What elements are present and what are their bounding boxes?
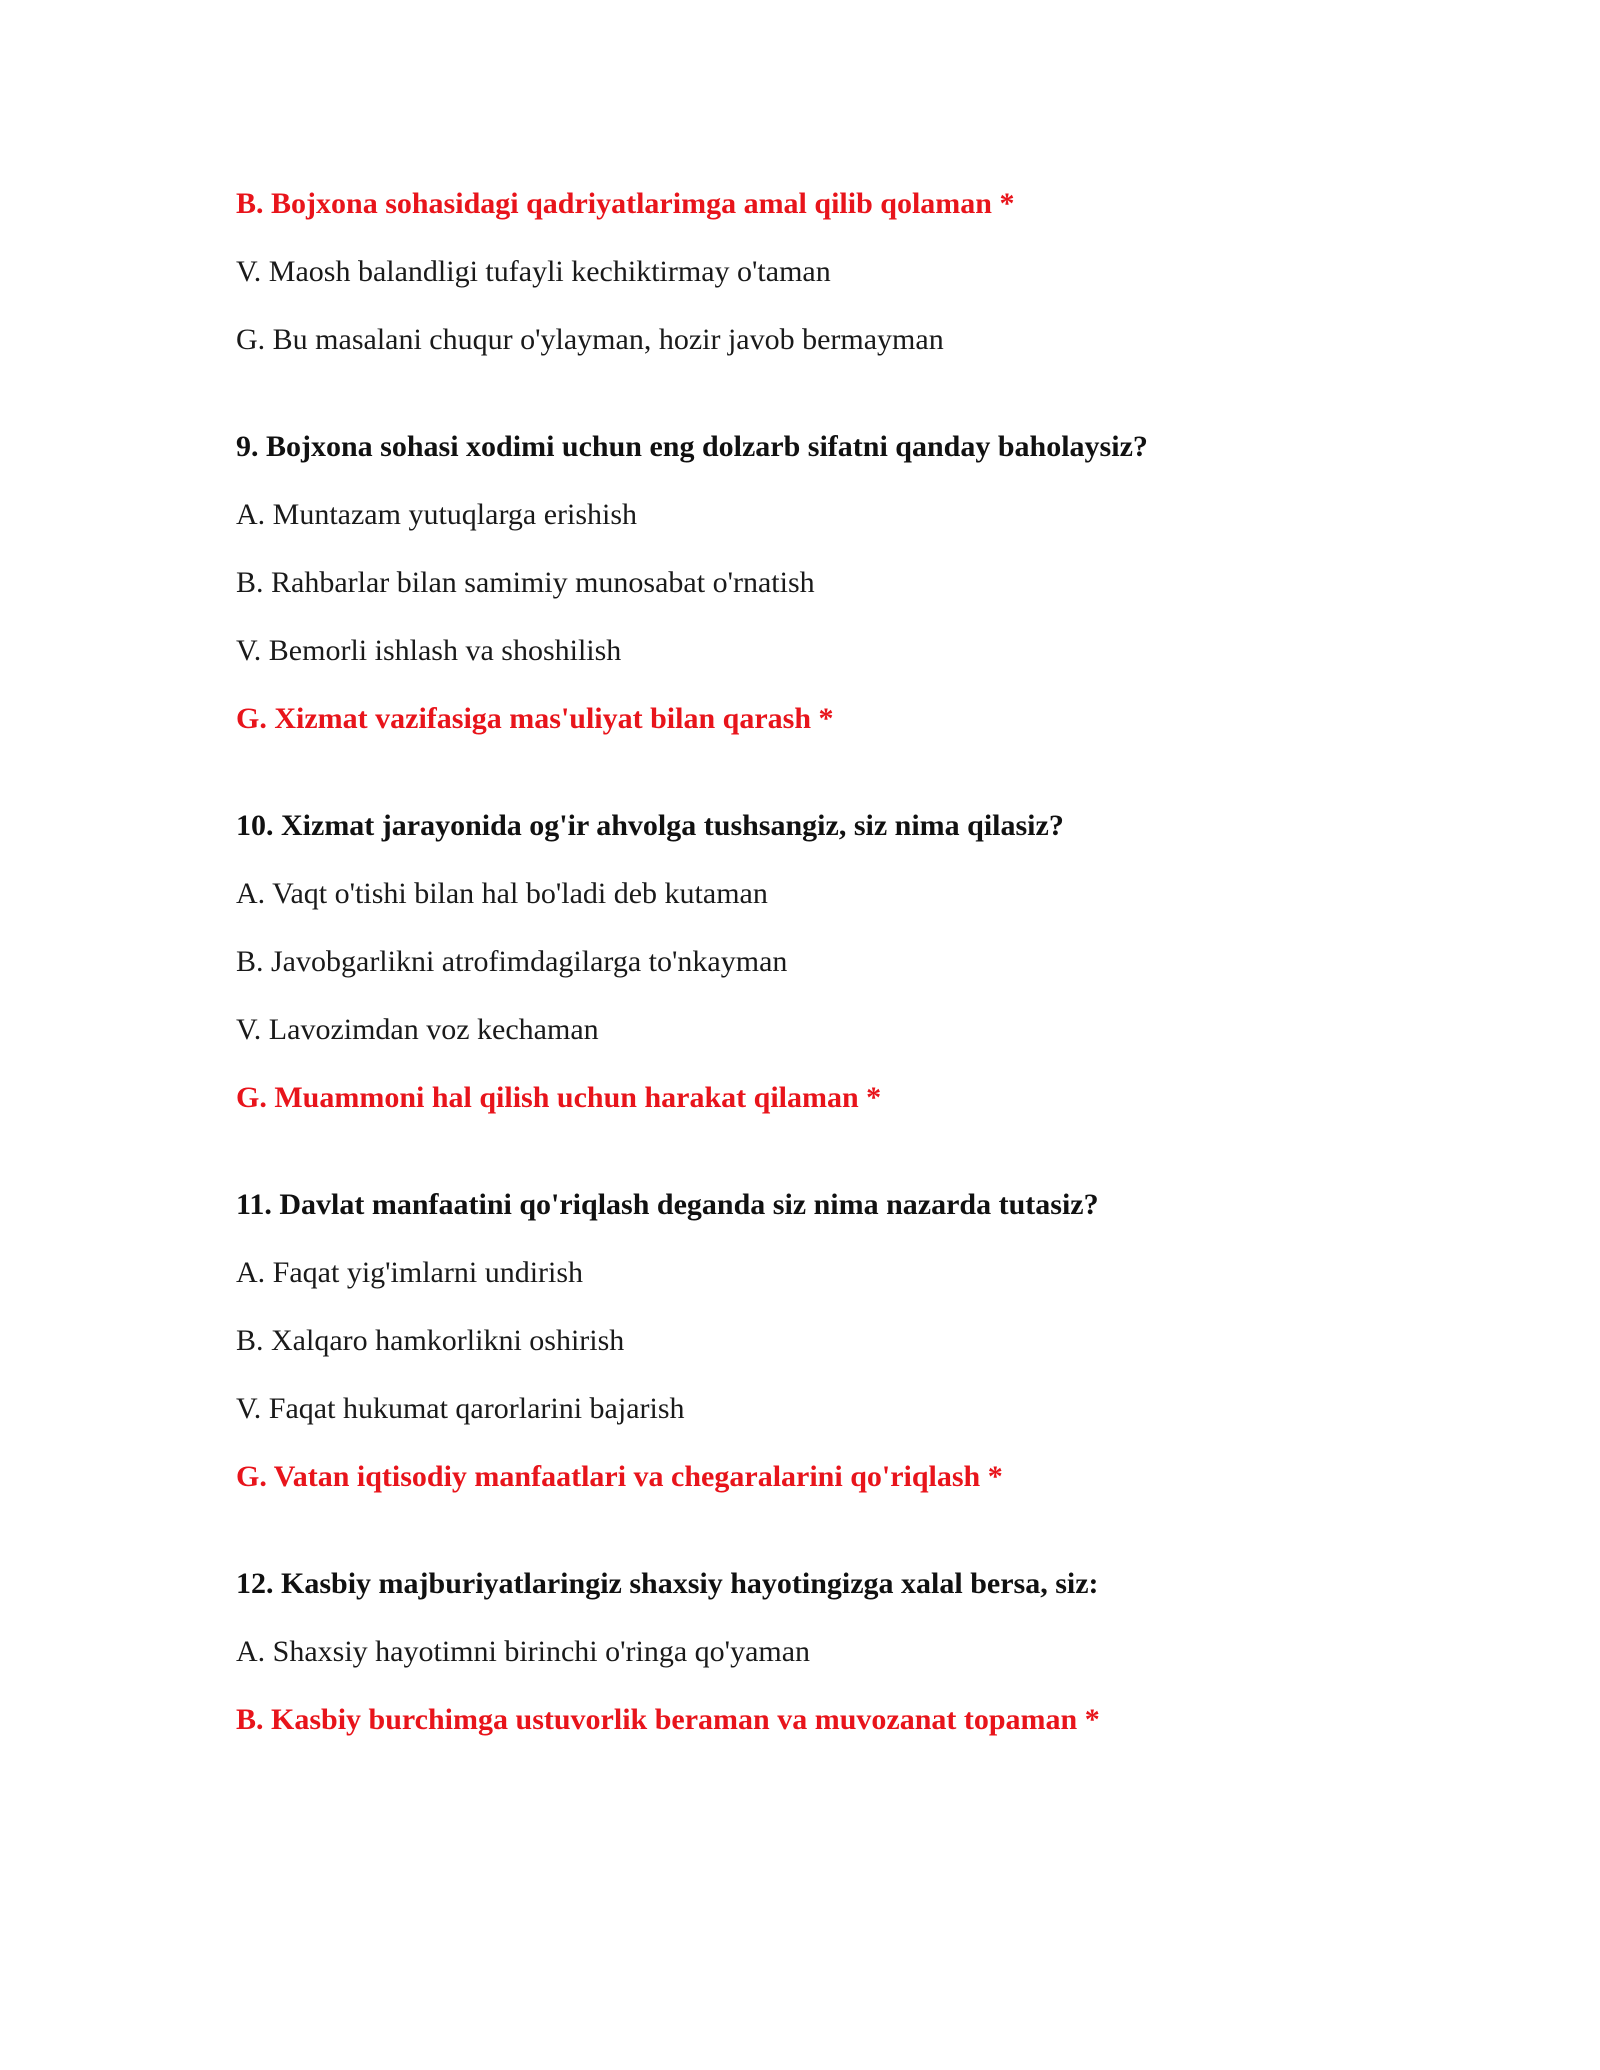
answer-option: V. Lavozimdan voz kechaman <box>236 1013 599 1046</box>
question-block-12 <box>236 1564 1480 1740</box>
answer-option: G. Muammoni hal qilish uchun harakat qilaman * <box>236 1081 882 1114</box>
answer-option: A. Vaqt o'tishi bilan hal bo'ladi deb kutaman <box>236 877 768 910</box>
answer-option: B. Xalqaro hamkorlikni oshirish <box>236 1324 625 1357</box>
answer-option: G. Vatan iqtisodiy manfaatlari va chegaralarini qo'riqlash * <box>236 1460 1003 1493</box>
question-text: 12. Kasbiy majburiyatlaringiz shaxsiy hayotingizga xalal bersa, siz: <box>236 1567 1099 1600</box>
answer-option: B. Rahbarlar bilan samimiy munosabat o'rnatish <box>236 566 815 599</box>
answer-option: A. Shaxsiy hayotimni birinchi o'ringa qo'yaman <box>236 1635 811 1668</box>
question-block-9 <box>236 427 1480 739</box>
answer-option: V. Faqat hukumat qarorlarini bajarish <box>236 1392 685 1425</box>
question-text: 9. Bojxona sohasi xodimi uchun eng dolzarb sifatni qanday baholaysiz? <box>236 430 1148 463</box>
answer-option: G. Bu masalani chuqur o'ylayman, hozir javob bermayman <box>236 323 944 356</box>
answer-option: V. Bemorli ishlash va shoshilish <box>236 634 622 667</box>
answer-option: B. Kasbiy burchimga ustuvorlik beraman va muvozanat topaman * <box>236 1703 1100 1736</box>
answer-option: A. Faqat yig'imlarni undirish <box>236 1256 584 1289</box>
answer-option: B. Javobgarlikni atrofimdagilarga to'nkayman <box>236 945 788 978</box>
question-block-continued <box>236 184 1480 360</box>
answer-option: A. Muntazam yutuqlarga erishish <box>236 498 638 531</box>
question-block-11 <box>236 1185 1480 1497</box>
question-text: 11. Davlat manfaatini qo'riqlash deganda siz nima nazarda tutasiz? <box>236 1188 1099 1221</box>
question-text: 10. Xizmat jarayonida og'ir ahvolga tushsangiz, siz nima qilasiz? <box>236 809 1064 842</box>
answer-option: V. Maosh balandligi tufayli kechiktirmay o'taman <box>236 255 831 288</box>
answer-option: B. Bojxona sohasidagi qadriyatlarimga amal qilib qolaman * <box>236 187 1015 220</box>
question-block-10 <box>236 806 1480 1118</box>
answer-option: G. Xizmat vazifasiga mas'uliyat bilan qarash * <box>236 702 834 735</box>
